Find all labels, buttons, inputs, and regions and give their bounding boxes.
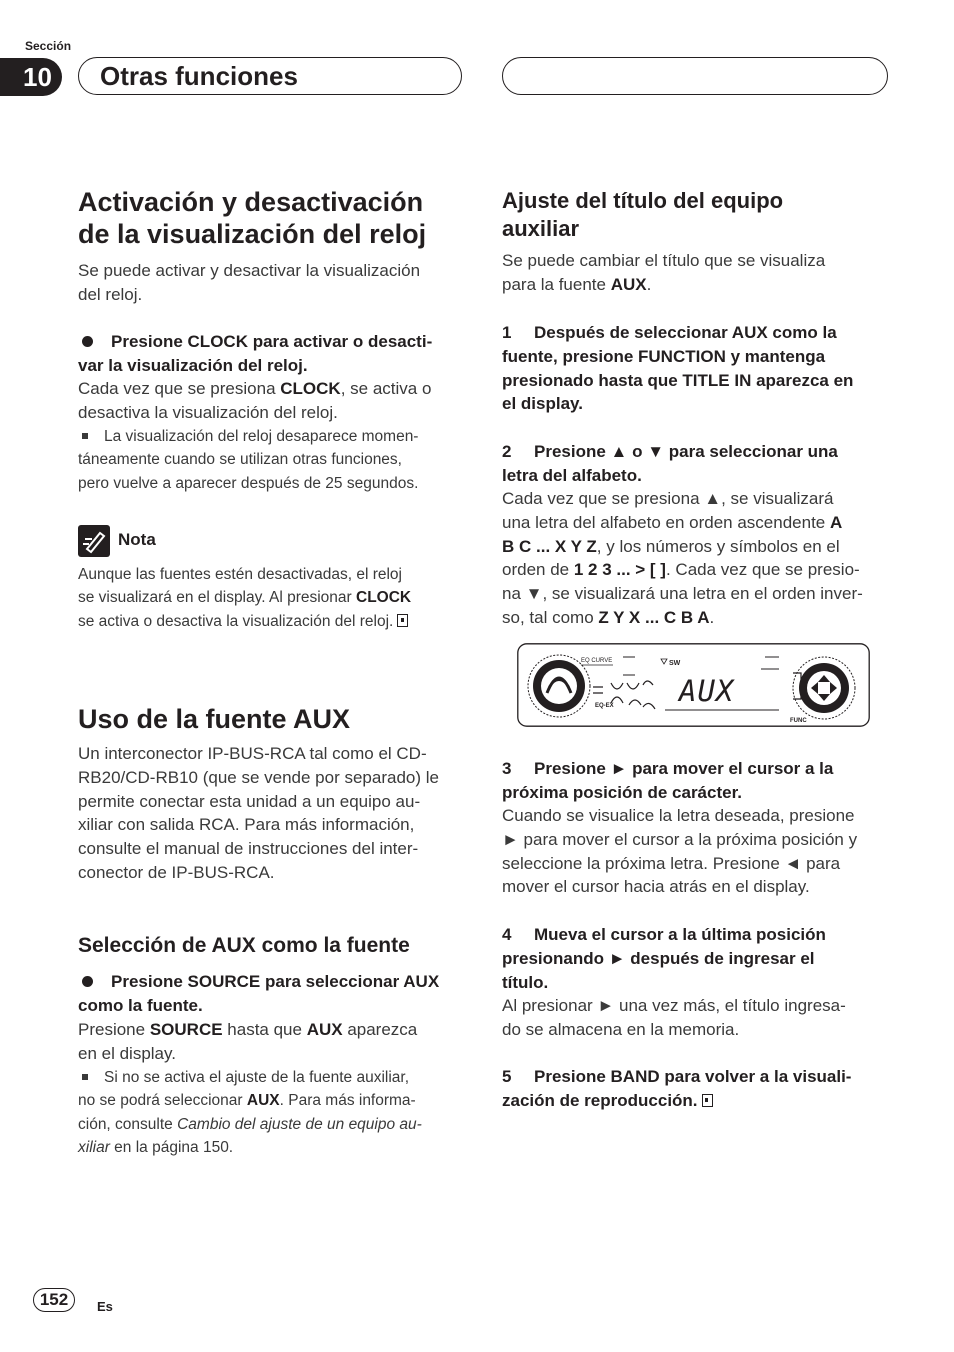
bullet-icon [82,336,93,347]
step-4-desc: Al presionar ► una vez más, el título ingresa- do se almacena en la memoria. [502,996,846,1039]
select-aux-title: Selección de AUX como la fuente [78,934,410,957]
step-5: 5 Presione BAND para volver a la visuali- zación de reproducción. [502,1067,852,1110]
clock-section-title: Activación y desactivación de la visualización del reloj [78,187,427,249]
step-3-desc: Cuando se visualice la letra deseada, presione ► para mover el cursor a la próxima posición y seleccione la próxima letra. Presione ◄ para mover el cursor hacia atrás en el display. [502,806,858,897]
step-2: 2 Presione ▲ o ▼ para seleccionar una letra del alfabeto. [502,442,838,485]
end-mark-icon [702,1094,713,1107]
eq-ex-label: EQ-EX [595,703,614,709]
page-number: 152 [39,1290,69,1309]
note-label: Nota [118,530,156,549]
select-aux-desc: Presione SOURCE hasta que AUX aparezca en el display. [78,1020,418,1063]
lcd-display-illustration [517,643,870,727]
segment-display-text: AUX [679,674,735,708]
clock-step-desc: Cada vez que se presiona CLOCK, se activa o desactiva la visualización del reloj. [78,379,432,422]
step-4: 4 Mueva el cursor a la última posición presionando ► después de ingresar el título. [502,925,826,992]
square-bullet-icon [82,1074,88,1080]
select-aux-step: Presione SOURCE para seleccionar AUX como la fuente. [78,972,440,1015]
step-1: 1 Después de seleccionar AUX como la fuente, presione FUNCTION y mantenga presionado hasta que TITLE IN aparezca en el display. [502,323,854,414]
title-section-heading: Ajuste del título del equipo auxiliar [502,188,784,241]
select-aux-note: Si no se activa el ajuste de la fuente auxiliar, no se podrá seleccionar AUX. Para más informa- ción, consulte Cambio del ajuste de un equipo au- xiliar en la página 150. [78,1069,422,1156]
note-icon [78,525,110,557]
clock-intro: Se puede activar y desactivar la visualización del reloj. [78,261,421,304]
aux-section-title: Uso de la fuente AUX [78,704,351,734]
func-label: FUNC [790,718,807,724]
sw-label: SW [669,660,681,667]
end-mark-icon [397,614,408,627]
note-text: Aunque las fuentes estén desactivadas, el reloj se visualizará en el display. Al presionar CLOCK se activa o desactiva la visualización del reloj. [78,566,412,630]
cross-reference-link: Cambio del ajuste de un equipo au- [177,1115,422,1133]
square-bullet-icon [82,433,88,439]
section-label: Sección [25,39,72,53]
section-title: Otras funciones [100,61,298,91]
page-number-badge [33,1288,75,1312]
language-code: Es [97,1299,113,1314]
eq-curve-label: EQ CURVE [581,658,613,664]
step-3: 3 Presione ► para mover el cursor a la próxima posición de carácter. [502,759,834,802]
section-number: 10 [23,62,52,92]
title-intro: Se puede cambiar el título que se visualiza para la fuente AUX. [502,251,826,294]
header-right-box [502,57,888,95]
clock-step-note: La visualización del reloj desaparece momen- táneamente cuando se utilizan otras funciones, pero vuelve a aparecer después de 25 segundos. [78,428,419,492]
aux-intro: Un interconector IP-BUS-RCA tal como el CD- RB20/CD-RB10 (que se vende por separado) le permite conectar esta unidad a un equipo au- xiliar con salida RCA. Para más información, consulte el manual de instrucciones del inter- conector de IP-BUS-RCA. [78,744,439,882]
step-2-desc: Cada vez que se presiona ▲, se visualizará una letra del alfabeto en orden ascendente A B C ... X Y Z, y los números y símbolos en el orden de 1 2 3 ... > [ ]. Cada vez que se presio- na ▼, se visualizará una letra en el orden inver- so, tal como Z Y X ... C B A. [502,489,863,627]
clock-step: Presione CLOCK para activar o desacti- var la visualización del reloj. [78,332,433,375]
bullet-icon [82,976,93,987]
